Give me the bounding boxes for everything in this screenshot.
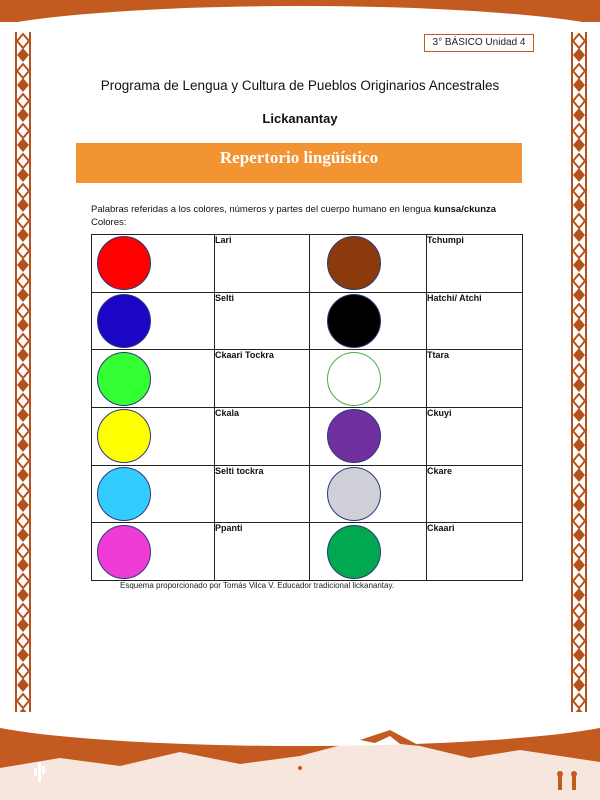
right-ornamental-border [571, 32, 587, 722]
color-swatch [327, 409, 381, 463]
program-title: Programa de Lengua y Cultura de Pueblos Originarios Ancestrales [100, 78, 500, 93]
color-swatch [97, 467, 151, 521]
color-swatch [97, 236, 151, 290]
intro-text [91, 203, 531, 229]
right-word-cell: Ckuyi [427, 407, 523, 465]
color-swatch [327, 467, 381, 521]
left-word-cell: Ppanti [215, 523, 310, 581]
people-name: Lickanantay [262, 111, 338, 126]
table-row [92, 465, 523, 523]
color-swatch [97, 409, 151, 463]
right-word-cell: Tchumpi [427, 235, 523, 293]
intro-keyword: kunsa/ckunza [433, 204, 497, 215]
right-word-cell: Ckaari [427, 523, 523, 581]
table-row [92, 523, 523, 581]
color-swatch [327, 236, 381, 290]
section-title: Repertorio lingüístico [219, 148, 379, 167]
left-swatch-cell [92, 465, 215, 523]
right-swatch-cell [310, 407, 427, 465]
color-swatch [97, 352, 151, 406]
right-word-cell: Hatchi/ Atchi [427, 292, 523, 350]
left-swatch-cell [92, 407, 215, 465]
left-swatch-cell [92, 292, 215, 350]
table-row [92, 235, 523, 293]
left-swatch-cell [92, 523, 215, 581]
left-swatch-cell [92, 235, 215, 293]
intro-sentence: Palabras referidas a los colores, números y partes del cuerpo humano en lengua [91, 204, 434, 215]
right-swatch-cell [310, 292, 427, 350]
unit-badge: 3° BÁSICO Unidad 4 [424, 34, 534, 52]
colors-label: Colores: [91, 217, 127, 228]
right-swatch-cell [310, 235, 427, 293]
left-word-cell: Ckala [215, 407, 310, 465]
color-swatch [327, 525, 381, 579]
right-swatch-cell [310, 523, 427, 581]
left-word-cell: Ckaari Tockra [215, 350, 310, 408]
left-word-cell: Selti [215, 292, 310, 350]
right-swatch-cell [310, 350, 427, 408]
left-swatch-cell [92, 350, 215, 408]
right-word-cell: Ttara [427, 350, 523, 408]
landscape-illustration [0, 728, 600, 800]
credit-note: Esquema proporcionado por Tomás Vilca V. Educador tradicional lickanantay. [120, 581, 395, 590]
table-row [92, 407, 523, 465]
colors-table [91, 234, 523, 581]
section-title-bar [76, 143, 522, 183]
color-swatch [327, 352, 381, 406]
color-swatch [97, 525, 151, 579]
left-word-cell: Selti tockra [215, 465, 310, 523]
right-word-cell: Ckare [427, 465, 523, 523]
color-swatch [327, 294, 381, 348]
right-swatch-cell [310, 465, 427, 523]
table-row [92, 292, 523, 350]
color-swatch [97, 294, 151, 348]
left-word-cell: Lari [215, 235, 310, 293]
left-ornamental-border [15, 32, 31, 722]
table-row [92, 350, 523, 408]
